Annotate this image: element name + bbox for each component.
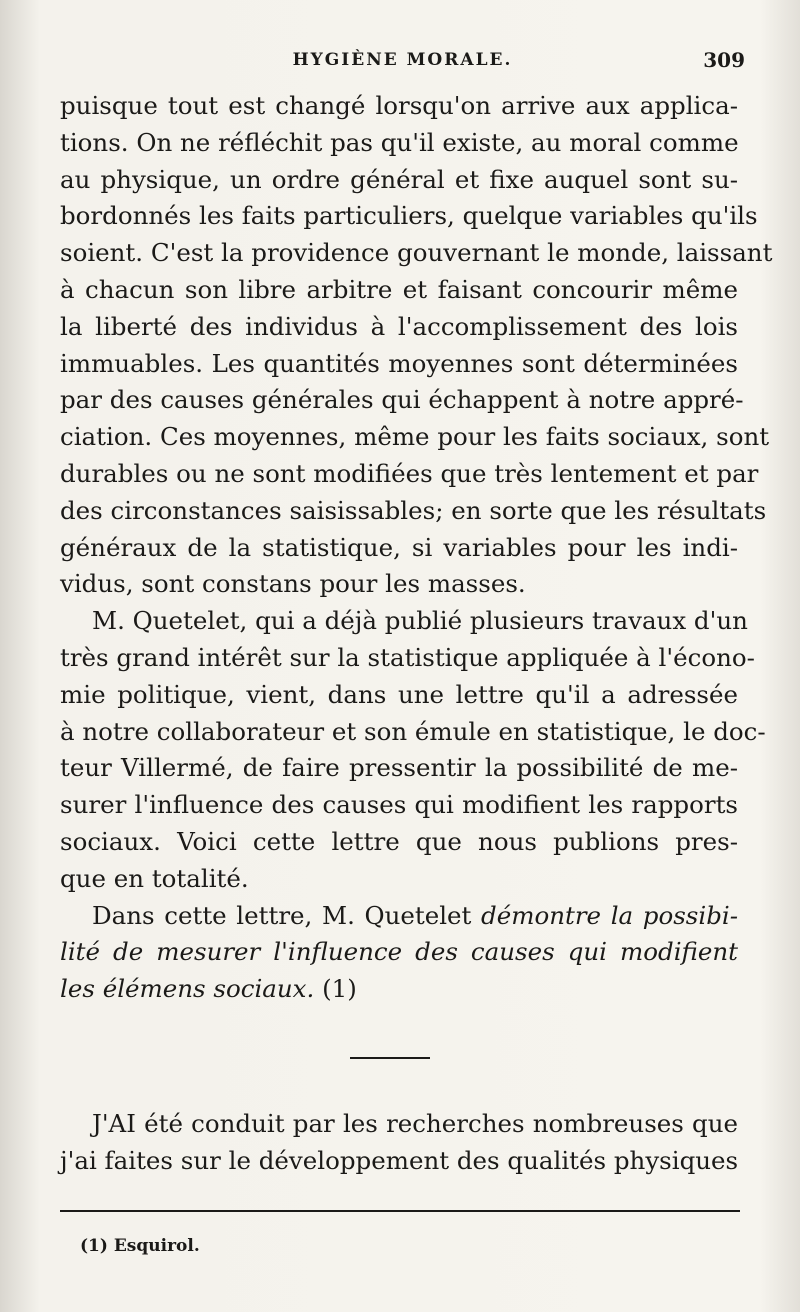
text-line: à notre collaborateur et son émule en statistique, le doc- bbox=[60, 716, 766, 746]
footnote: (1) Esquirol. bbox=[80, 1236, 200, 1256]
text-line: surer l'influence des causes qui modifient les rapports bbox=[60, 790, 738, 820]
text-line: à chacun son libre arbitre et faisant concourir même bbox=[60, 274, 738, 304]
text-line: au physique, un ordre général et fixe auquel sont su- bbox=[60, 164, 738, 194]
paragraph-3 bbox=[60, 898, 738, 1008]
text-line: j'ai faites sur le développement des qualités physiques bbox=[60, 1145, 739, 1175]
letter-text bbox=[60, 1106, 738, 1180]
italic-text: les élémens sociaux. bbox=[60, 974, 315, 1004]
text-line: immuables. Les quantités moyennes sont déterminées bbox=[60, 348, 738, 378]
paragraph-2 bbox=[60, 603, 766, 897]
text-line: très grand intérêt sur la statistique appliquée à l'écono- bbox=[60, 642, 755, 672]
text-line: que en totalité. bbox=[60, 863, 249, 893]
text-line: soient. C'est la providence gouvernant le monde, laissant bbox=[60, 238, 773, 268]
text-line: généraux de la statistique, si variables pour les indi- bbox=[60, 532, 738, 562]
italic-text-line: lité de mesurer l'influence des causes qui modifient bbox=[60, 937, 738, 967]
text-line: par des causes générales qui échappent à notre appré- bbox=[60, 385, 744, 415]
text-line: teur Villermé, de faire pressentir la possibilité de me- bbox=[60, 753, 738, 783]
text-line: ciation. Ces moyennes, même pour les faits sociaux, sont bbox=[60, 422, 770, 452]
roman-text: Dans cette lettre, M. Quetelet bbox=[92, 900, 482, 930]
italic-text: démontre la possibi- bbox=[481, 900, 738, 930]
footnote-ref: (1) bbox=[314, 974, 357, 1004]
body-text bbox=[60, 88, 773, 1008]
page-number: 309 bbox=[703, 48, 745, 72]
text-line bbox=[60, 971, 738, 1008]
paragraph-1 bbox=[60, 88, 773, 603]
letter-paragraph bbox=[60, 1106, 738, 1180]
section-divider bbox=[350, 1057, 430, 1059]
text-line: vidus, sont constans pour les masses. bbox=[60, 569, 526, 599]
text-line: durables ou ne sont modifiées que très lentement et par bbox=[60, 458, 759, 488]
running-title: HYGIÈNE MORALE. bbox=[292, 50, 513, 70]
running-head bbox=[60, 46, 745, 76]
footnote-rule bbox=[60, 1210, 740, 1212]
text-line bbox=[60, 898, 738, 935]
text-line: mie politique, vient, dans une lettre qu'il a adressée bbox=[60, 679, 738, 709]
text-line: des circonstances saisissables; en sorte que les résultats bbox=[60, 495, 767, 525]
text-line bbox=[60, 1106, 738, 1143]
text-line: puisque tout est changé lorsqu'on arrive aux applica- bbox=[60, 91, 738, 120]
text-line: M. Quetelet, qui a déjà publié plusieurs travaux d'un bbox=[92, 606, 748, 636]
roman-text: été conduit par les recherches nombreuses que bbox=[135, 1109, 738, 1138]
text-line: tions. On ne réfléchit pas qu'il existe, au moral comme bbox=[60, 127, 739, 157]
opening-word: J'AI bbox=[92, 1109, 136, 1138]
text-line: bordonnés les faits particuliers, quelque variables qu'ils bbox=[60, 201, 758, 231]
text-line: sociaux. Voici cette lettre que nous publions pres- bbox=[60, 826, 738, 856]
text-line: la liberté des individus à l'accomplissement des lois bbox=[60, 311, 738, 341]
